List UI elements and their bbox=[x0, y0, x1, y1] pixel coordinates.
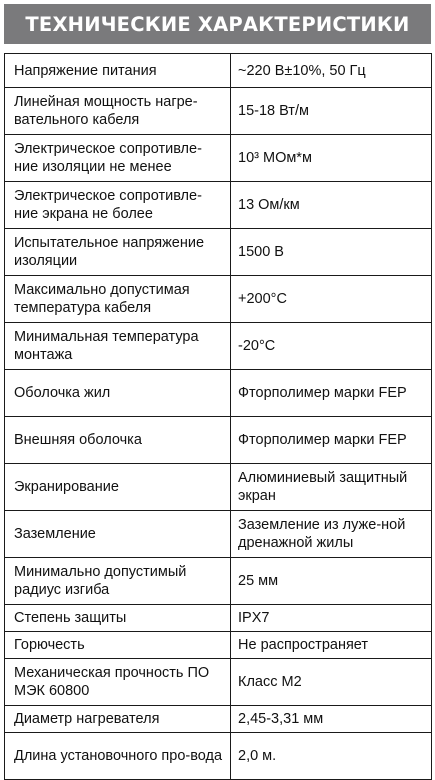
specs-table bbox=[4, 53, 432, 780]
table-row bbox=[5, 733, 432, 780]
row-label: Диаметр нагревателя bbox=[5, 706, 231, 733]
table-row bbox=[5, 605, 432, 632]
row-label: Степень защиты bbox=[5, 605, 231, 632]
specs-title: ТЕХНИЧЕСКИЕ ХАРАКТЕРИСТИКИ bbox=[4, 4, 431, 44]
row-value: 2,45-3,31 мм bbox=[231, 706, 432, 733]
row-label: Длина установочного про-вода bbox=[5, 733, 231, 780]
row-label: Механическая прочность ПО МЭК 60800 bbox=[5, 659, 231, 706]
row-label: Экранирование bbox=[5, 464, 231, 511]
row-value: ~220 В±10%, 50 Гц bbox=[231, 54, 432, 88]
table-row bbox=[5, 370, 432, 417]
table-row bbox=[5, 706, 432, 733]
row-label: Заземление bbox=[5, 511, 231, 558]
row-label: Электрическое сопротивле-ние экрана не более bbox=[5, 182, 231, 229]
row-label: Испытательное напряжение изоляции bbox=[5, 229, 231, 276]
row-label: Минимально допустимый радиус изгиба bbox=[5, 558, 231, 605]
table-row bbox=[5, 88, 432, 135]
row-value: Не распространяет bbox=[231, 632, 432, 659]
table-row bbox=[5, 323, 432, 370]
row-label: Оболочка жил bbox=[5, 370, 231, 417]
row-value: 1500 В bbox=[231, 229, 432, 276]
row-value: 15-18 Вт/м bbox=[231, 88, 432, 135]
row-label: Горючесть bbox=[5, 632, 231, 659]
table-row bbox=[5, 659, 432, 706]
row-label: Электрическое сопротивле-ние изоляции не менее bbox=[5, 135, 231, 182]
table-row bbox=[5, 276, 432, 323]
table-row bbox=[5, 632, 432, 659]
row-label: Внешняя оболочка bbox=[5, 417, 231, 464]
row-value: +200°С bbox=[231, 276, 432, 323]
row-label: Максимально допустимая температура кабеля bbox=[5, 276, 231, 323]
table-row bbox=[5, 135, 432, 182]
row-value: IPX7 bbox=[231, 605, 432, 632]
row-label: Минимальная температура монтажа bbox=[5, 323, 231, 370]
row-label: Напряжение питания bbox=[5, 54, 231, 88]
table-row bbox=[5, 417, 432, 464]
row-value: 2,0 м. bbox=[231, 733, 432, 780]
table-row bbox=[5, 229, 432, 276]
table-row bbox=[5, 558, 432, 605]
row-value: Класс М2 bbox=[231, 659, 432, 706]
row-value: Заземление из луже-ной дренажной жилы bbox=[231, 511, 432, 558]
row-value: 25 мм bbox=[231, 558, 432, 605]
row-value: 10³ МОм*м bbox=[231, 135, 432, 182]
table-row bbox=[5, 464, 432, 511]
table-row bbox=[5, 182, 432, 229]
row-value: Фторполимер марки FEP bbox=[231, 370, 432, 417]
row-label: Линейная мощность нагре-вательного кабеля bbox=[5, 88, 231, 135]
table-row bbox=[5, 511, 432, 558]
row-value: 13 Ом/км bbox=[231, 182, 432, 229]
row-value: Алюминиевый защитный экран bbox=[231, 464, 432, 511]
row-value: -20°С bbox=[231, 323, 432, 370]
row-value: Фторполимер марки FEP bbox=[231, 417, 432, 464]
table-row bbox=[5, 54, 432, 88]
